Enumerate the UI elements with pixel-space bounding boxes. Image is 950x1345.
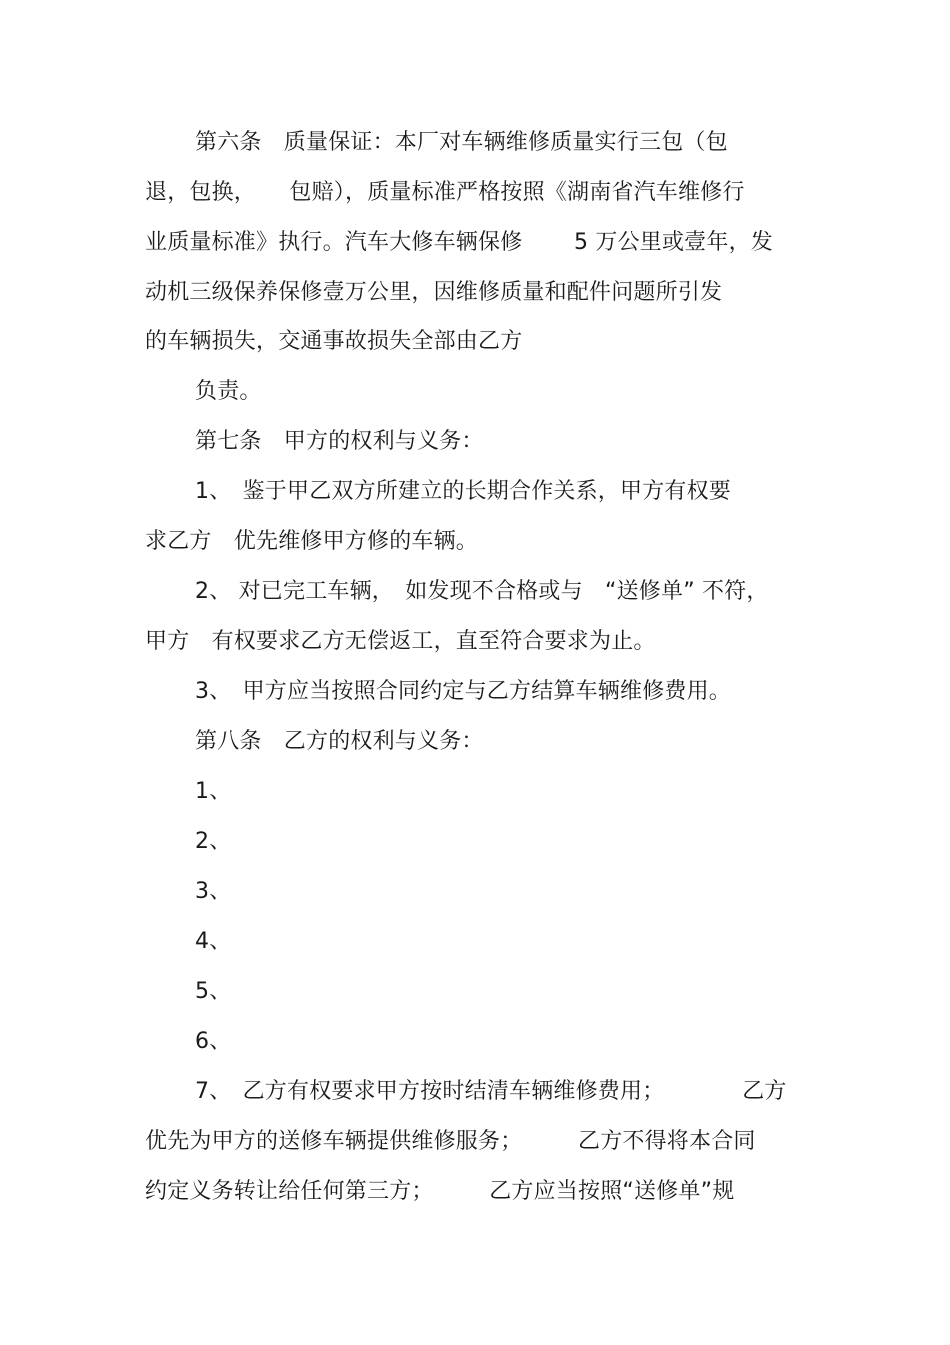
text-line: 优先为甲方的送修车辆提供维修服务； 乙方不得将本合同 — [145, 1129, 756, 1154]
text-line: 3、 甲方应当按照合同约定与乙方结算车辆维修费用。 — [195, 679, 731, 704]
text-line: 求乙方 优先维修甲方修的车辆。 — [145, 529, 479, 554]
list-item: 2、 — [195, 829, 232, 854]
text-line: 甲方 有权要求乙方无偿返工，直至符合要求为止。 — [145, 629, 656, 654]
section-heading: 第八条 乙方的权利与义务： — [195, 729, 484, 754]
text-line: 的车辆损失，交通事故损失全部由乙方 — [145, 329, 523, 354]
list-item: 5、 — [195, 979, 232, 1004]
text-line: 业质量标准》执行。汽车大修车辆保修 5 万公里或壹年，发 — [145, 230, 773, 255]
text-line: 7、 乙方有权要求甲方按时结清车辆维修费用； 乙方 — [195, 1079, 787, 1104]
text-line: 第六条 质量保证：本厂对车辆维修质量实行三包（包 — [195, 130, 728, 155]
list-item: 1、 — [195, 779, 232, 804]
text-line: 负责。 — [195, 379, 262, 404]
text-line: 约定义务转让给任何第三方； 乙方应当按照“送修单”规 — [145, 1179, 735, 1204]
list-item: 6、 — [195, 1029, 232, 1054]
section-heading: 第七条 甲方的权利与义务： — [195, 429, 484, 454]
text-line: 2、 对已完工车辆， 如发现不合格或与 “送修单” 不符， — [195, 579, 769, 604]
text-line: 动机三级保养保修壹万公里，因维修质量和配件问题所引发 — [145, 280, 723, 305]
text-line: 1、 鉴于甲乙双方所建立的长期合作关系，甲方有权要 — [195, 479, 731, 504]
list-item: 3、 — [195, 879, 232, 904]
list-item: 4、 — [195, 929, 232, 954]
text-line: 退，包换， 包赔），质量标准严格按照《湖南省汽车维修行 — [145, 180, 745, 205]
